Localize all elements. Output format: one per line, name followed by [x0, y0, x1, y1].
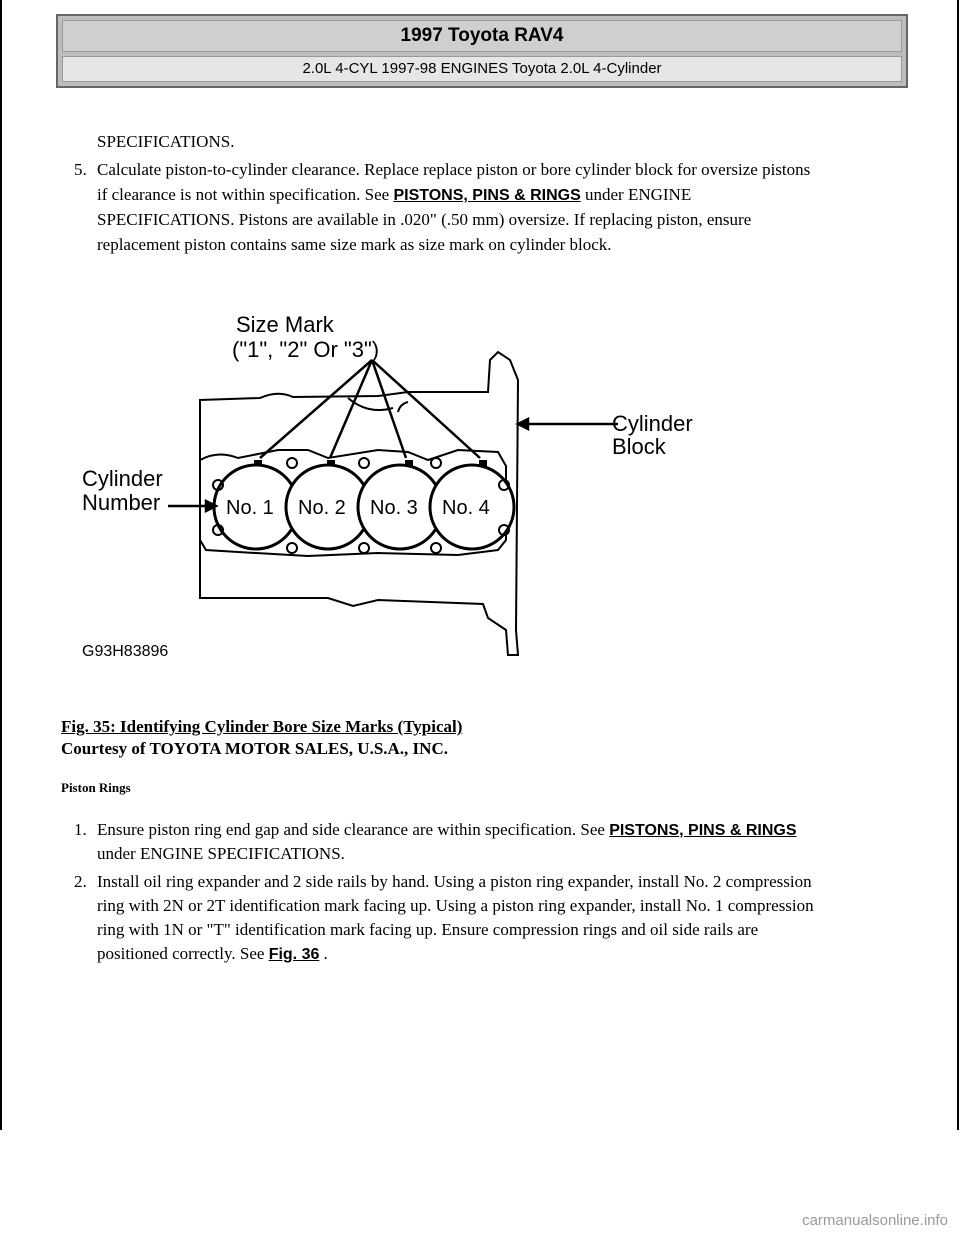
label-block: Block	[612, 434, 666, 459]
page-left-border	[0, 0, 2, 1130]
header-subtitle: 2.0L 4-CYL 1997-98 ENGINES Toyota 2.0L 4-Cylinder	[62, 56, 902, 82]
figure-caption[interactable]	[61, 716, 462, 738]
step1-line2: under ENGINE SPECIFICATIONS.	[97, 844, 345, 863]
step2-line1: Install oil ring expander and 2 side rails by hand. Using a piston ring expander, install No. 2 compression	[97, 872, 812, 891]
header-title: 1997 Toyota RAV4	[62, 20, 902, 52]
step1-number: 1.	[74, 820, 87, 839]
step5-line1: Calculate piston-to-cylinder clearance. Replace replace piston or bore cylinder block for oversize pistons	[97, 160, 811, 179]
fig-36-link[interactable]: Fig. 36	[268, 946, 320, 963]
continued-text: SPECIFICATIONS.	[97, 132, 235, 151]
pistons-pins-rings-link[interactable]: PISTONS, PINS & RINGS	[393, 187, 581, 204]
step2-line4	[97, 942, 328, 966]
size-mark-1	[254, 460, 262, 466]
bore-label-4: No. 4	[442, 497, 490, 519]
section-heading: Piston Rings	[61, 780, 131, 795]
step2-line4-pre: positioned correctly. See	[97, 944, 269, 963]
step2-number: 2.	[74, 872, 87, 891]
footer-watermark: carmanualsonline.info	[802, 1212, 948, 1229]
step5-line2	[97, 183, 691, 207]
pistons-pins-rings-link-2[interactable]: PISTONS, PINS & RINGS	[609, 822, 797, 839]
size-mark-4	[479, 460, 487, 466]
label-size-mark: Size Mark	[236, 312, 334, 337]
step1-line1	[97, 818, 796, 842]
step5-line2-post: under ENGINE	[580, 185, 692, 204]
label-cylinder: Cylinder	[612, 411, 693, 436]
size-mark-2	[327, 460, 335, 466]
step5-line2-pre: if clearance is not within specification. See	[97, 185, 394, 204]
cylinder-block-diagram	[78, 300, 718, 665]
bore-label-1: No. 1	[226, 497, 274, 519]
bore-label-3: No. 3	[370, 497, 418, 519]
page-right-border	[957, 0, 959, 1130]
step2-line3: ring with 1N or "T" identification mark facing up. Ensure compression rings and oil side rails are	[97, 920, 759, 939]
step2-line4-post: .	[319, 944, 328, 963]
step2-line2: ring with 2N or 2T identification mark facing up. Using a piston ring expander, install No. 1 compression	[97, 896, 814, 915]
label-cylinder-number-2: Number	[82, 490, 161, 515]
size-mark-3	[405, 460, 413, 466]
label-size-values: ("1", "2" Or "3")	[232, 337, 380, 362]
step5-number: 5.	[74, 160, 87, 179]
step1-line1-pre: Ensure piston ring end gap and side clearance are within specification. See	[97, 820, 610, 839]
label-cylinder-number-1: Cylinder	[82, 466, 163, 491]
step5-line4: replacement piston contains same size mark as size mark on cylinder block.	[97, 235, 612, 254]
figure-caption-link[interactable]: Fig. 35: Identifying Cylinder Bore Size Marks (Typical)	[61, 717, 463, 736]
figure-courtesy: Courtesy of TOYOTA MOTOR SALES, U.S.A., INC.	[61, 739, 448, 758]
figure-code: G93H83896	[82, 643, 169, 660]
bore-label-2: No. 2	[298, 497, 346, 519]
step5-line3: SPECIFICATIONS. Pistons are available in .020" (.50 mm) oversize. If replacing piston, ensure	[97, 210, 752, 229]
